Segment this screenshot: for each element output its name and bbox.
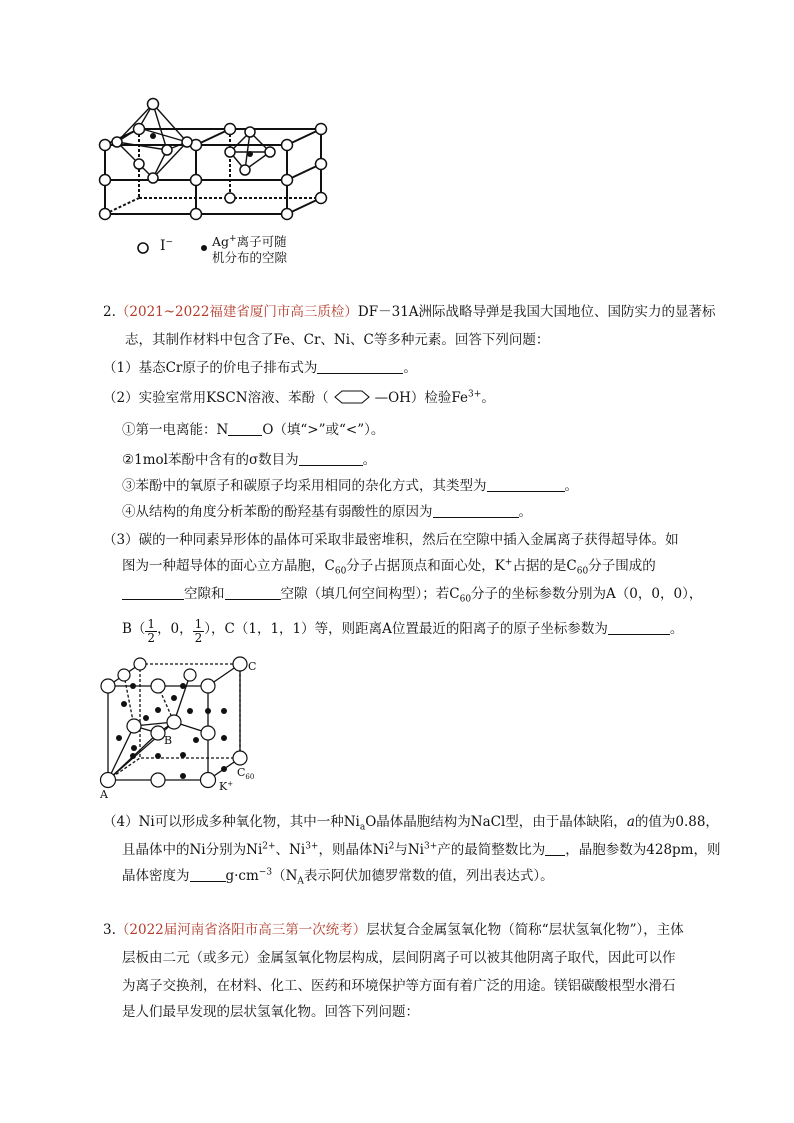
q2-part-2-2: ②1mol苯酚中含有的σ数目为 。 xyxy=(122,452,377,468)
answer-blank[interactable] xyxy=(433,503,519,518)
label-c: C xyxy=(248,660,257,673)
label-k: K+ xyxy=(219,780,234,793)
q2-part-4-line-2: 且晶体中的Ni分别为$Ni^{2+}$、$Ni^{3+}$，则晶体Ni$^2$与$Ni^{3+}$产的最简整数比为 ，晶胞参数为428pm，则 xyxy=(122,841,721,858)
question-2-part-4 xyxy=(103,812,743,892)
agi-crystal-figure xyxy=(95,92,335,224)
q2-part-1: （1）基态Cr原子的价电子排布式为 。 xyxy=(103,360,417,376)
filled-dot-icon xyxy=(200,244,208,252)
answer-blank[interactable] xyxy=(545,841,565,856)
c60-unit-cell-figure xyxy=(98,656,268,802)
answer-blank[interactable] xyxy=(190,867,226,882)
answer-blank[interactable] xyxy=(487,477,565,492)
q2-intro-line-1: 2.（2021~2022福建省厦门市高三质检）DF－31A洲际战略导弹是我国大国地位、国防实力的显著标 xyxy=(103,304,716,320)
answer-blank[interactable] xyxy=(225,585,281,600)
q2-part-3-line-2: 图为一种超导体的面心立方晶胞，$C_{60}$分子占据顶点和面心处，K+占据的是$C_{60}$分子围成的 xyxy=(122,557,656,577)
q2-part-3-line-1: （3）碳的一种同素异形体的晶体可采取非最密堆积，然后在空隙中插入金属离子获得超导体。如 xyxy=(103,532,679,548)
label-a: A xyxy=(100,788,108,801)
q2-part-2-4: ④从结构的角度分析苯酚的酚羟基有弱酸性的原因为 。 xyxy=(122,504,532,520)
question-2 xyxy=(103,302,743,645)
label-c60: $C_{60}$ xyxy=(237,766,255,781)
q2-intro-line-2: 志，其制作材料中包含了Fe、Cr、Ni、C等多种元素。回答下列问题： xyxy=(125,332,550,348)
label-b: B xyxy=(164,734,173,747)
answer-blank[interactable] xyxy=(317,359,403,374)
q2-source: 2021~2022福建省厦门市高三质检 xyxy=(129,304,345,320)
legend-iodide: I− xyxy=(160,237,174,254)
fraction-half: $\frac{1}{2}$ xyxy=(194,617,203,645)
benzene-ring-icon xyxy=(329,389,375,405)
q3-line-4: 是人们最早发现的层状氢氧化物。回答下列问题： xyxy=(122,1004,419,1020)
figure1-legend xyxy=(136,232,316,272)
open-circle-icon xyxy=(136,241,150,255)
q2-part-3-line-4: B（ $\frac{1}{2}$ ，0， $\frac{1}{2}$ ），C（1，1，1）等，则距离A位置最近的阳离子的原子坐标参数为 。 xyxy=(122,617,684,645)
answer-blank[interactable] xyxy=(299,451,363,466)
q2-part-2: （2）实验室常用KSCN溶液、苯酚（ —OH）检验$Fe^{3+}$。 xyxy=(103,389,495,406)
question-3 xyxy=(103,920,743,1030)
q2-part-2-1: ①第一电离能：N O（填“>”或“<”）。 xyxy=(122,422,385,438)
q3-source: 2022届河南省洛阳市高三第一次统考 xyxy=(129,922,353,938)
answer-blank[interactable] xyxy=(228,421,262,436)
q2-part-4-line-1: （4）Ni可以形成多种氧化物，其中一种$Ni_aO$晶体晶胞结构为NaCl型，由于晶体缺陷，a的值为0.88， xyxy=(103,814,719,833)
q3-line-1: 3.（2022届河南省洛阳市高三第一次统考）层状复合金属氢氧化物（简称“层状氢氧化物”），主体 xyxy=(103,922,684,938)
q3-line-3: 为离子交换剂，在材料、化工、医药和环境保护等方面有着广泛的用途。镁铝碳酸根型水滑石 xyxy=(122,978,676,994)
q2-part-4-line-3: 晶体密度为 $g\cdot cm^{-3}(N_A$表示阿伏加德罗常数的值，列出表达式）。 xyxy=(122,867,554,887)
q2-part-2-3: ③苯酚中的氧原子和碳原子均采用相同的杂化方式，其类型为 。 xyxy=(122,478,578,494)
answer-blank[interactable] xyxy=(608,620,670,635)
fraction-half: $\frac{1}{2}$ xyxy=(147,617,156,645)
legend-silver: Ag+离子可随 机分布的空隙 xyxy=(212,233,288,265)
answer-blank[interactable] xyxy=(122,585,184,600)
q2-part-3-line-3: 空隙和 空隙（填几何空间构型）；若$C_{60}$分子的坐标参数分别为A（0，0，0）， xyxy=(122,584,702,604)
q3-line-2: 层板由二元（或多元）金属氢氧化物层构成，层间阴离子可以被其他阴离子取代，因此可以作 xyxy=(122,950,676,966)
